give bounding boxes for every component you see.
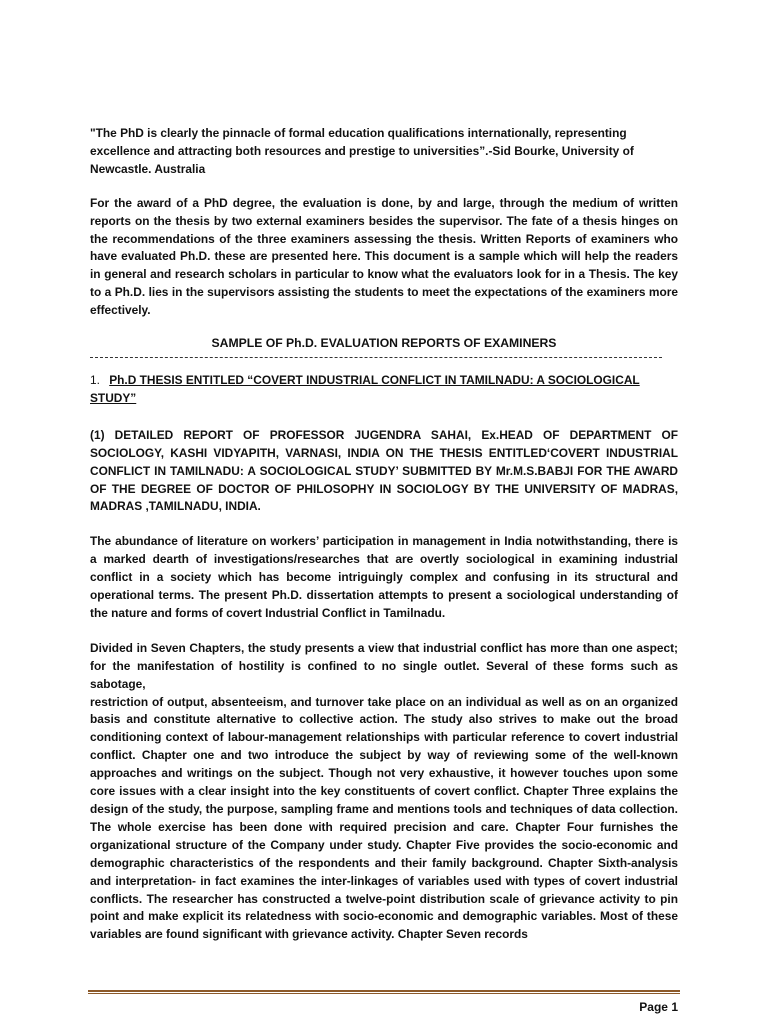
thesis-title: Ph.D THESIS ENTITLED “COVERT INDUSTRIAL CONFLICT IN TAMILNADU: A SOCIOLOGICAL STUDY” [90, 372, 640, 405]
opening-quote: "The PhD is clearly the pinnacle of formal education qualifications internationally, representing excellence and attracting both resources and prestige to universities”.-Sid Bourke, University of Newcastle. Australia [90, 126, 634, 176]
thesis-heading [90, 372, 678, 408]
intro-paragraph: For the award of a PhD degree, the evaluation is done, by and large, through the medium of written reports on the thesis by two external examiners besides the supervisor. The fate of a thesis hinges on the recommendations of the three examiners assessing the thesis. Written Reports of examiners who have evaluated Ph.D. these are presented here. This document is a sample which will help the readers in general and research scholars in particular to know what the evaluators look for in a Thesis. The key to a Ph.D. lies in the supervisors assisting the students to meet the expectations of the examiners more effectively. [90, 195, 678, 318]
thesis-number: 1. [90, 372, 100, 387]
report-heading: (1) DETAILED REPORT OF PROFESSOR JUGENDRA SAHAI, Ex.HEAD OF DEPARTMENT OF SOCIOLOGY, KASHI VIDYAPITH, VARNASI, INDIA ON THE THESIS ENTITLED‘COVERT INDUSTRIAL CONFLICT IN TAMILNADU: A SOCIOLOGICAL STUDY’ SUBMITTED BY Mr.M.S.BABJI FOR THE AWARD OF THE DEGREE OF DOCTOR OF PHILOSOPHY IN SOCIOLOGY BY THE UNIVERSITY OF MADRAS, MADRAS ,TAMILNADU, INDIA. [90, 427, 678, 514]
page-number: Page 1 [639, 1000, 678, 1014]
footer-rule-thick [88, 990, 680, 992]
divided-paragraph-part-2: restriction of output, absenteeism, and turnover take place on an individual as well as on an organized basis and constitute alternative to collective action. The study also strives to make out the broad conditioning context of labour-management relationships with particular reference to covert industrial conflict. Chapter one and two introduce the subject by way of reviewing some of the well-known approaches and writings on the subject. Though not very exhaustive, it however touches upon some core issues with a clear insight into the key constituents of covert conflict. Chapter Three explains the design of the study, the purpose, sampling frame and mentions tools and techniques of data collection. The whole exercise has been done with required precision and care. Chapter Four furnishes the organizational structure of the Company under study. Chapter Five provides the socio-economic and demographic characteristics of the respondents and their family background. Chapter Sixth-analysis and interpretation- in fact examines the inter-linkages of variables used with types of covert industrial conflicts. The researcher has constructed a twelve-point distribution scale of grievance activity to pin point and make explicit its relatedness with socio-economic and demographic variables. Most of these variables are found significant with grievance activity. Chapter Seven records [90, 694, 678, 942]
dashed-divider [90, 357, 662, 358]
section-title: SAMPLE OF Ph.D. EVALUATION REPORTS OF EXAMINERS [211, 336, 557, 351]
footer-rule-thin [88, 993, 680, 994]
divided-paragraph-part-1: Divided in Seven Chapters, the study presents a view that industrial conflict has more than one aspect; for the manifestation of hostility is confined to no single outlet. Several of these forms such as sabotage, [90, 640, 678, 691]
abundance-paragraph: The abundance of literature on workers’ participation in management in India notwithstanding, there is a marked dearth of investigations/researches that are overtly sociological in examining industrial conflict in a society which has become intriguingly complex and confusing in its structural and operational terms. The present Ph.D. dissertation attempts to present a sociological understanding of the nature and forms of covert Industrial Conflict in Tamilnadu. [90, 534, 678, 620]
document-page [90, 125, 678, 944]
